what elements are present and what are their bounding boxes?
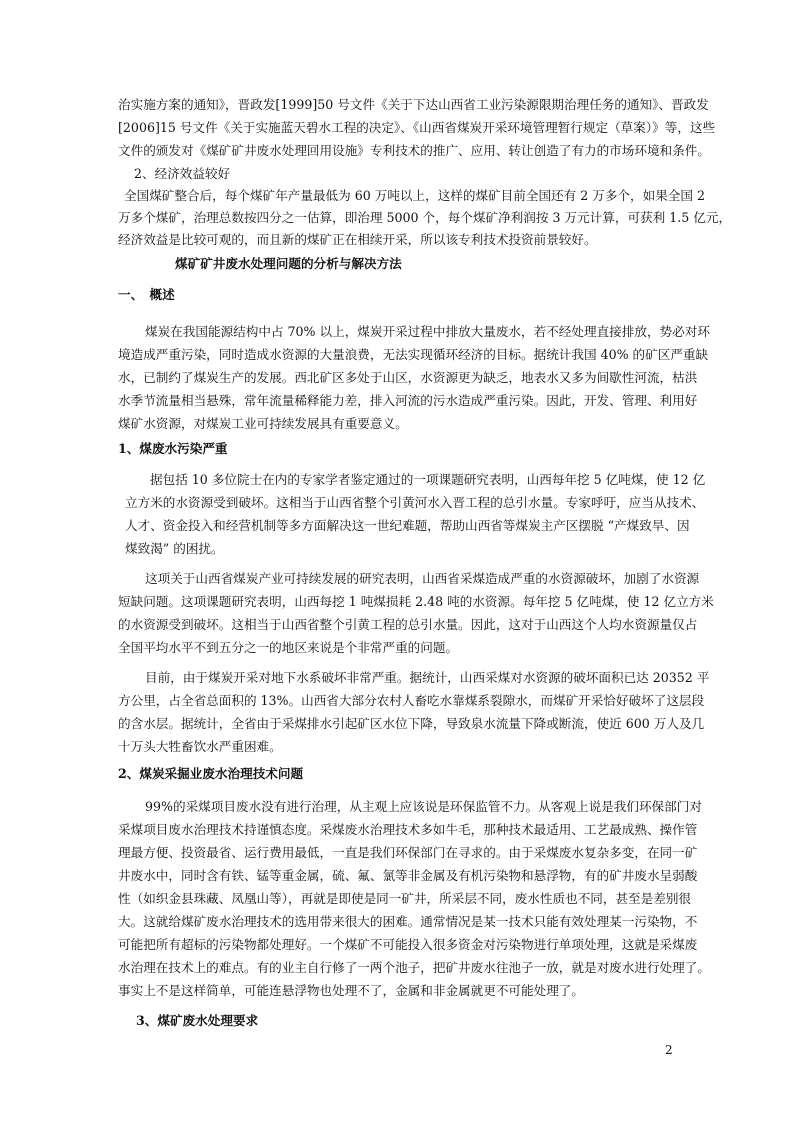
section-heading: 3、煤矿废水处理要求 bbox=[136, 1013, 259, 1028]
body-line: 煤致渴” 的困扰。 bbox=[125, 541, 224, 556]
article-title: 煤矿矿井废水处理问题的分析与解决方法 bbox=[175, 256, 402, 271]
body-line: 方公里，占全省总面积的 13%。山西省大部分农村人畜吃水靠煤系裂隙水，而煤矿开采恰好破坏了这层段 bbox=[118, 693, 705, 708]
sub-heading: 2、经济效益较好 bbox=[134, 166, 231, 181]
body-line: [2006]15 号文件《关于实施蓝天碧水工程的决定》、《山西省煤炭开采环境管理暂行规定（草案）》等，这些 bbox=[118, 120, 716, 135]
section-heading: 2、煤炭采掘业废水治理技术问题 bbox=[118, 766, 304, 781]
body-line: 的水资源受到破坏。这相当于山西省整个引黄工程的总引水量。因此，这对于山西这个人均水资源量仅占 bbox=[118, 617, 698, 632]
body-line: 人才、资金投入和经营机制等多方面解决这一世纪难题，帮助山西省等煤炭主产区摆脱 “产煤致旱、因 bbox=[125, 518, 690, 533]
body-line: 可能把所有超标的污染物都处理好。一个煤矿不可能投入很多资金对污染物进行单项处理，这就是采煤废 bbox=[118, 937, 698, 952]
body-line: 这项关于山西省煤炭产业可持续发展的研究表明，山西省采煤造成严重的水资源破坏，加剧了水资源 bbox=[145, 571, 700, 586]
body-line: 短缺问题。这项课题研究表明，山西每挖 1 吨煤损耗 2.48 吨的水资源。每年挖 5 亿吨煤，使 12 亿立方米 bbox=[118, 594, 714, 609]
section-heading: 一、 概述 bbox=[118, 287, 175, 302]
body-line: 目前，由于煤炭开采对地下水系破坏非常严重。据统计，山西采煤对水资源的破坏面积已达 20352 平 bbox=[145, 670, 710, 685]
body-line: 水季节流量相当悬殊，常年流量稀释能力差，排入河流的污水造成严重污染。因此，开发、管理、利用好 bbox=[118, 393, 698, 408]
body-line: 十万头大牲畜饮水严重困难。 bbox=[118, 739, 282, 754]
body-line: 水治理在技术上的难点。有的业主自行修了一两个池子，把矿井废水往池子一放，就是对废水进行处理了。 bbox=[118, 960, 710, 975]
page-number: 2 bbox=[665, 1043, 673, 1057]
body-line: 经济效益是比较可观的，而且新的煤矿正在相续开采，所以该专利技术投资前景较好。 bbox=[118, 232, 597, 247]
body-line: 99%的采煤项目废水没有进行治理，从主观上应该说是环保监管不力。从客观上说是我们环保部门对 bbox=[145, 799, 702, 814]
section-heading: 1、煤废水污染严重 bbox=[118, 441, 228, 456]
body-line: 全国平均水平不到五分之一的地区来说是个非常严重的问题。 bbox=[118, 640, 459, 655]
body-line: 文件的颁发对《煤矿矿井废水处理回用设施》专利技术的推广、应用、转让创造了有力的市场环境和条件。 bbox=[118, 143, 710, 158]
body-line: 全国煤矿整合后，每个煤矿年产量最低为 60 万吨以上，这样的煤矿目前全国还有 2 万多个，如果全国 2 bbox=[124, 188, 706, 203]
body-line: 理最方便、投资最省、运行费用最低，一直是我们环保部门在寻求的。由于采煤废水复杂多变，在同一矿 bbox=[118, 845, 698, 860]
body-line: 大。这就给煤矿废水治理技术的选用带来很大的困难。通常情况是某一技术只能有效处理某一污染物，不 bbox=[118, 914, 698, 929]
body-line: 的含水层。据统计，全省由于采煤排水引起矿区水位下降，导致泉水流量下降或断流，使近 600 万人及几 bbox=[118, 716, 705, 731]
body-line: 立方米的水资源受到破坏。这相当于山西省整个引黄河水入晋工程的总引水量。专家呼吁，应当从技术、 bbox=[125, 495, 705, 510]
body-line: 性（如织金县珠藏、凤凰山等），再就是即使是同一矿井，所采层不同，废水性质也不同，甚至是差别很 bbox=[118, 891, 692, 906]
body-line: 煤炭在我国能源结构中占 70% 以上，煤炭开采过程中排放大量废水，若不经处理直接排放，势必对环 bbox=[145, 324, 710, 339]
body-line: 采煤项目废水治理技术持谨慎态度。采煤废水治理技术多如牛毛，那种技术最适用、工艺最成熟、操作管 bbox=[118, 822, 698, 837]
body-line: 据包括 10 多位院士在内的专家学者鉴定通过的一项课题研究表明，山西每年挖 5 亿吨煤，使 12 亿 bbox=[150, 472, 706, 487]
body-line: 事实上不是这样简单，可能连悬浮物也处理不了，金属和非金属就更不可能处理了。 bbox=[118, 983, 584, 998]
body-line: 万多个煤矿，治理总数按四分之一估算，即治理 5000 个，每个煤矿净利润按 3 万元计算，可获利 1.5 亿元， bbox=[118, 210, 732, 225]
body-line: 井废水中，同时含有铁、锰等重金属，硫、氟、氯等非金属及有机污染物和悬浮物，有的矿井废水呈弱酸 bbox=[118, 868, 698, 883]
body-line: 治实施方案的通知》，晋政发[1999]50 号文件《关于下达山西省工业污染源限期治理任务的通知》、晋政发 bbox=[118, 97, 709, 112]
body-line: 煤矿水资源，对煤炭工业可持续发展具有重要意义。 bbox=[118, 416, 408, 431]
body-line: 水，已制约了煤炭生产的发展。西北矿区多处于山区，水资源更为缺乏，地表水又多为间歇性河流，枯洪 bbox=[118, 370, 698, 385]
body-line: 境造成严重污染，同时造成水资源的大量浪费，无法实现循环经济的目标。据统计我国 40% 的矿区严重缺 bbox=[118, 347, 709, 362]
